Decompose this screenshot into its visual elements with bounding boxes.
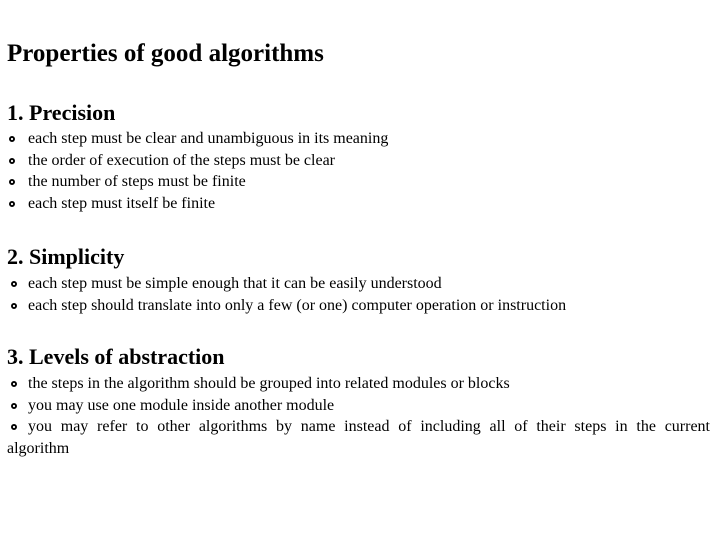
bullet-icon [9,179,15,185]
bullet-text: you may refer to other algorithms by name instead of including all of their steps in the current [28,418,710,436]
bullet-icon [11,381,17,387]
bullet-text-continuation: algorithm [7,440,70,457]
bullet-icon [9,158,15,164]
page-title: Properties of good algorithms [7,40,324,67]
section-heading-levels-of-abstraction: 3. Levels of abstraction [7,344,225,369]
bullet-text: each step must itself be finite [28,195,216,213]
bullet-text: the steps in the algorithm should be grouped into related modules or blocks [28,375,510,392]
section-heading-precision: 1. Precision [7,100,116,125]
bullet-icon [9,136,15,142]
bullet-icon [11,303,17,309]
bullet-text: the order of execution of the steps must be clear [28,151,335,169]
bullet-icon [11,424,17,430]
bullet-text: each step should translate into only a few (or one) computer operation or instruction [28,296,567,314]
bullet-text: you may use one module inside another module [28,396,335,414]
bullet-text: each step must be clear and unambiguous in its meaning [28,130,389,147]
bullet-icon [9,201,15,207]
bullet-icon [11,403,17,409]
bullet-text: the number of steps must be finite [28,173,246,191]
section-heading-simplicity: 2. Simplicity [7,244,125,269]
bullet-text: each step must be simple enough that it can be easily understood [28,275,442,292]
bullet-icon [11,281,17,287]
